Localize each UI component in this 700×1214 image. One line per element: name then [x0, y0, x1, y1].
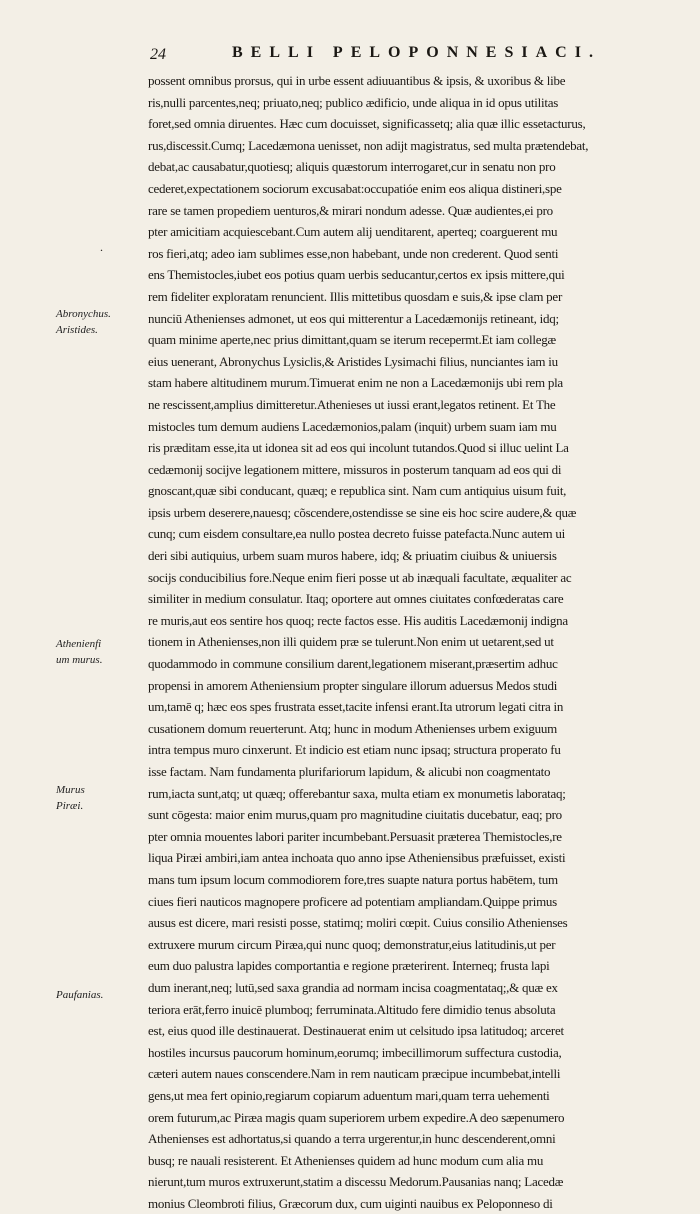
text-line: cederet,expectationem sociorum excusabat:occupatióe enim eos aliqua distineri,spe [148, 180, 562, 196]
text-line: Athenienses est adhortatus,si quando a terra urgerentur,in hunc descenderent,omni [148, 1131, 556, 1147]
stray-mark: . [100, 240, 103, 254]
text-line: hostiles incursus paucorum hominum,eorumq; imbecillimorum suffectura custodia, [148, 1044, 562, 1060]
text-line: pter omnia mouentes labori pariter incumbebant.Persuasit præterea Themistocles,re [148, 828, 562, 844]
body-text [148, 70, 700, 1214]
text-line: possent omnibus prorsus, qui in urbe essent adiuuantibus & ipsis, & uxoribus & libe [148, 73, 566, 88]
text-line: nierunt,tum muros extruxerunt,statim a discessu Medorum.Pausanias nanq; Lacedæ [148, 1174, 564, 1190]
text-line: cæteri autem naues conscendere.Nam in rem nauticam præcipue incumbebat,intelli [148, 1066, 561, 1082]
text-line: pter amicitiam acquiescebant.Cum autem alij uenditarent, aperteq; coarguerent mu [148, 224, 558, 240]
page-number: 24 [150, 46, 166, 63]
margin-note: Murus [56, 784, 85, 796]
text-line: teriora erāt,ferro inuicē plumboq; ferruminata.Altitudo fere dimidio tenus absoluta [148, 1001, 556, 1017]
page-header [150, 44, 700, 68]
text-line: dum inerant,neq; lutū,sed saxa grandia ad normam incisa coagmentataq;,& quæ ex [148, 979, 558, 995]
text-line: ausus est dicere, mari resisti posse, statimq; moliri cœpit. Cuius consilio Athenienses [148, 915, 568, 931]
text-line: socijs conducibilius fore.Neque enim fieri posse ut ab inæquali facultate, æqualiter ac [148, 569, 572, 585]
text-line: busq; re nauali resisterent. Et Athenienses quidem ad hunc modum cum alia mu [148, 1152, 544, 1168]
text-line: quodammodo in commune consilium darent,legationem miserant,præsertim adhuc [148, 656, 558, 672]
text-line: stam habere altitudinem murum.Timuerat enim ne non a Lacedæmonijs ubi rem pla [148, 375, 563, 391]
text-line: ne rescissent,amplius dimitteretur.Athenieses ut iussi erant,legatos retinent. Et The [148, 396, 556, 412]
margin-note: Piræi. [56, 800, 84, 812]
margin-note: Paufanias. [56, 989, 104, 1001]
text-line: eum duo palustra lapides comportantia e regione præterirent. Interneq; frusta lapi [148, 958, 550, 974]
text-line: deri sibi autiquius, urbem suam muros habere, idq; & priuatim ciuibus & uniuersis [148, 548, 557, 564]
text-line: ris præditam esse,ita ut idonea sit ad eos qui incolunt tutandos.Quod si illuc uelint La [148, 440, 569, 456]
text-line: similiter in medium consulatur. Itaq; oportere aut omnes ciuitates confœderatas care [148, 591, 564, 607]
text-line: cusationem domum reuerterunt. Atq; hunc in modum Athenienses urbem exiguum [148, 720, 557, 736]
text-line: est, eius quod ille destinauerat. Destinauerat enim ut celsitudo ipsa latitudoq; arceret [148, 1023, 564, 1039]
running-title: BELLI PELOPONNESIACI. [232, 44, 601, 61]
text-line: cedæmonij socijve legationem mittere, missuros in posterum tanquam ad eos qui di [148, 461, 562, 477]
text-line: propensi in amorem Atheniensium propter singulare illorum aduersus Medos studi [148, 677, 558, 693]
text-line: sunt cōgesta: maior enim murus,quam pro magnitudine ciuitatis ducebatur, eaq; pro [148, 807, 562, 823]
text-line: debat,ac causabatur,quotiesq; aliquis quæstorum interrogaret,cur in senatu non pro [148, 159, 556, 175]
text-line: cunq; cum eisdem consultare,ea nullo postea decreto fuisse patefacta.Nunc autem ui [148, 526, 565, 542]
text-line: ipsis urbem deserere,nauesq; cõscendere,ostendisse se sine eis hoc scire audere,& quæ [148, 504, 577, 520]
margin-note: um murus. [56, 654, 103, 666]
text-line: quam minime aperte,nec prius dimittant,quam se iterum recepermt.Et iam collegæ [148, 332, 556, 348]
text-line: rem fideliter exploratam renuncient. Illis mittetibus quosdam e suis,& ipse clam per [148, 288, 563, 304]
text-line: ris,nulli parcentes,neq; priuato,neq; publico ædificio, unde aliqua in id opus utilitas [148, 94, 559, 110]
text-line: orem futurum,ac Piræa magis quam superiorem urbem expedire.A deo sæpenumero [148, 1109, 565, 1125]
text-line: nunciū Athenienses admonet, ut eos qui mitterentur a Lacedæmonijs retineant, idq; [148, 310, 559, 326]
text-line: monius Cleombroti filius, Græcorum dux, cum uiginti nauibus ex Peloponneso di [148, 1195, 553, 1211]
text-line: intra tempus muro cinxerunt. Et indicio est etiam nunc ipsaq; structura properato fu [148, 742, 561, 758]
text-line: rum,iacta sunt,atq; ut quæq; offerebantur saxa, multa etiam ex monumetis laborataq; [148, 785, 566, 801]
margin-note: Abronychus. [56, 308, 111, 320]
text-line: gens,ut mea fert opinio,regiarum copiarum aduentum mari,quam terra uehementi [148, 1087, 550, 1103]
text-line: liqua Piræi ambiri,iam antea inchoata quo anno ipse Atheniensibus præfuisset, existi [148, 850, 566, 866]
text-line: eius uenerant, Abronychus Lysiclis,& Aristides Lysimachi filius, nunciantes iam iu [148, 353, 558, 369]
text-line: rus,discessit.Cumq; Lacedæmona uenisset, non adijt magistratus, sed multa prætendebat, [148, 137, 589, 153]
text-line: rare se tamen propediem uenturos,& mirari nondum adesse. Quæ audientes,ei pro [148, 202, 553, 218]
text-line: um,tamē q; hæc eos spes frustrata esset,tacite infensi erant.Ita utrorum legati citra in [148, 699, 564, 715]
text-line: foret,sed omnia diruentes. Hæc cum docuisset, significassetq; alia quæ illic essetacturus, [148, 116, 586, 132]
text-line: ros fieri,atq; adeo iam sublimes esse,non habebant, unde non crederent. Quod senti [148, 245, 559, 261]
text-line: tionem in Athenienses,non illi quidem præ se tulerunt.Non enim ut uetarent,sed ut [148, 634, 554, 650]
text-line: extruxere murum circum Piræa,qui nunc quoq; demonstratur,eius latitudinis,ut per [148, 936, 556, 952]
margin-note: Athenienfi [56, 638, 102, 650]
text-line: isse factam. Nam fundamenta plurifariorum lapidum, & alicubi non coagmentato [148, 764, 551, 779]
text-line: mistocles tum demum audiens Lacedæmonios,palam (inquit) urbem suam iam mu [148, 418, 557, 434]
margin-note: Aristides. [56, 324, 98, 336]
text-line: gnoscant,quæ sibi conducant, quæq; e republica sint. Nam cum antiquius uisum fuit, [148, 483, 567, 499]
text-line: ciues fieri nauticos magnopere proficere ad potentiam ampliandam.Quippe primus [148, 893, 557, 909]
text-line: ens Themistocles,iubet eos potius quam uerbis seducantur,certos ex ipsis mittere,qui [148, 267, 565, 283]
text-line: re muris,aut eos sentire hos quoq; recte factos esse. His auditis Lacedæmonij indigna [148, 612, 568, 628]
text-line: mans tum ipsum locum commodiorem fore,tres suapte natura portus habētem, tum [148, 871, 558, 887]
